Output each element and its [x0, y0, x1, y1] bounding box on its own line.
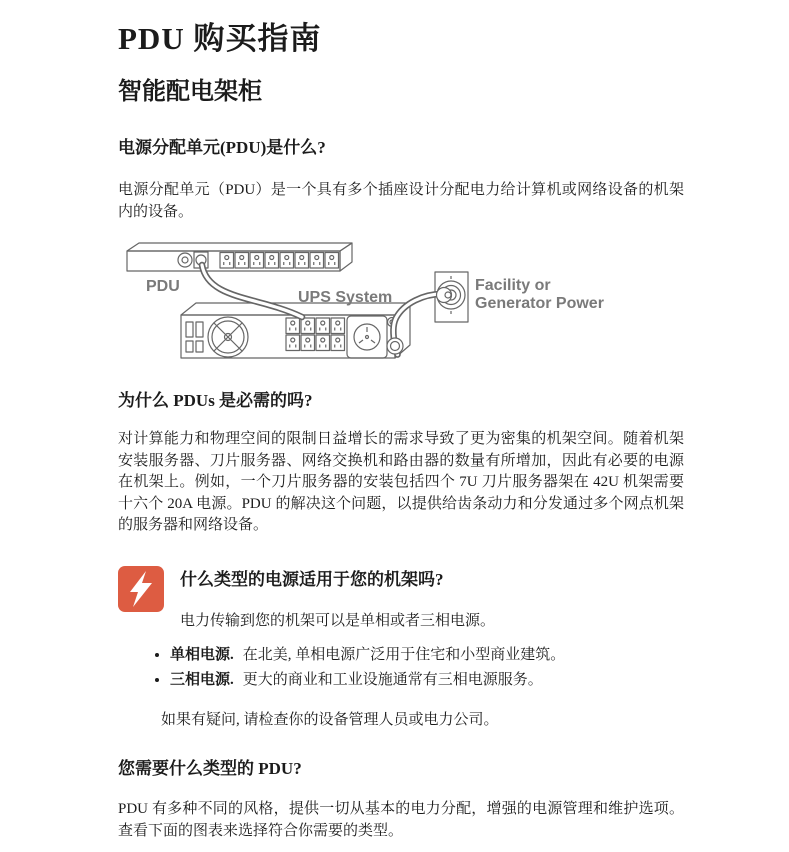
lightning-icon	[118, 566, 164, 612]
paragraph-why-pdus: 对计算能力和物理空间的限制日益增长的需求导致了更为密集的机架空间。随着机架安装服务器、刀片服务器、网络交换机和路由器的数量有所增加，因此有必要的电源在机架上。例如，一个刀片服务器的安装包括四个 7U 刀片服务器架在 42U 机架需要十六个 20A 电源。PDU 的解决这个问题，以提供给齿条动力和分发通过多个网点机架的服务器和网络设备。	[118, 431, 684, 533]
facility-label-line2: Generator Power	[475, 295, 604, 312]
callout-body: 电力传输到您的机架可以是单相或者三相电源。	[180, 613, 496, 629]
page-subtitle: 智能配电架柜	[118, 79, 262, 105]
pdu-ups-power-diagram	[118, 238, 678, 382]
power-cable-pdu-to-ups	[202, 265, 302, 317]
paragraph-what-is-pdu: 电源分配单元（PDU）是一个具有多个插座设计分配电力给计算机或网络设备的机架内的设备。	[118, 182, 684, 220]
heading-what-is-pdu: 电源分配单元(PDU)是什么?	[118, 138, 326, 157]
heading-what-type: 您需要什么类型的 PDU?	[118, 759, 302, 778]
list-item	[170, 643, 565, 668]
callout-heading: 什么类型的电源适用于您的机架吗?	[180, 570, 444, 589]
bullet-desc: 在北美, 单相电源广泛用于住宅和小型商业建筑。	[242, 647, 566, 663]
facility-label-line1: Facility or	[475, 277, 551, 294]
ups-diagram-label: UPS System	[298, 289, 393, 306]
bullet-term: 三相电源.	[170, 672, 234, 688]
list-item	[170, 668, 565, 693]
callout-note: 如果有疑问, 请检查你的设备管理人员或电力公司。	[161, 712, 499, 728]
pdu-strip-drawing	[127, 243, 352, 271]
heading-why-pdus: 为什么 PDUs 是必需的吗?	[118, 391, 313, 410]
bullet-desc: 更大的商业和工业设施通常有三相电源服务。	[242, 672, 543, 688]
pdu-diagram-label: PDU	[146, 278, 180, 295]
power-cable-ups-to-wall	[387, 288, 452, 355]
page-title: PDU 购买指南	[118, 21, 322, 56]
paragraph-what-type: PDU 有多种不同的风格，提供一切从基本的电力分配，增强的电源管理和维护选项。查看下面的图表来选择符合你需要的类型。	[118, 801, 684, 839]
bullet-term: 单相电源.	[170, 647, 234, 663]
power-type-list	[156, 643, 565, 693]
